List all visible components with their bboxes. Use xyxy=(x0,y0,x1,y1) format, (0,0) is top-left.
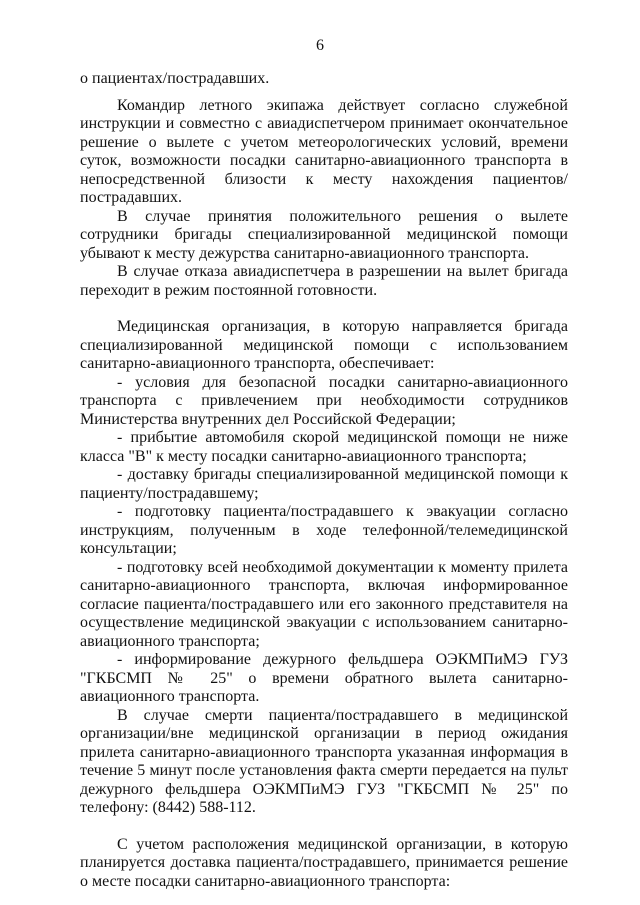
list-item-documentation: - подготовку всей необходимой документации к моменту прилета санитарно-авиационного транспорта, включая информированное согласие пациента/пострадавшего или его законного представителя на осуществление медицинской эвакуации с использованием санитарно-авиационного транспорта; xyxy=(80,558,568,650)
list-item-informing-paramedic: - информирование дежурного фельдшера ОЭКМПиМЭ ГУЗ "ГКБСМП № 25" о времени обратного вылета санитарно-авиационного транспорта. xyxy=(80,651,568,705)
spacer xyxy=(80,818,568,836)
paragraph-landing-decision: С учетом расположения медицинской организации, в которую планируется доставка пациента/пострадавшего, принимается решение о месте посадки санитарно-авиационного транспорта: xyxy=(80,835,568,890)
spacer xyxy=(80,300,568,318)
paragraph-refusal: В случае отказа авиадиспетчера в разрешении на вылет бригада переходит в режим постоянной готовности. xyxy=(80,263,568,299)
document-body xyxy=(80,70,568,891)
spacer xyxy=(80,89,568,97)
list-item-patient-preparation: - подготовку пациента/пострадавшего к эвакуации согласно инструкциям, полученным в ходе телефонной/телемедицинской консультации; xyxy=(80,503,568,557)
list-item-team-delivery: - доставку бригады специализированной медицинской помощи к пациенту/пострадавшему; xyxy=(80,466,568,502)
list-item-landing-conditions: - условия для безопасной посадки санитарно-авиационного транспорта с привлечением при необходимости сотрудников Министерства внутренних дел Российской Федерации; xyxy=(80,373,568,428)
paragraph-crew-commander: Командир летного экипажа действует согласно служебной инструкции и совместно с авиадиспетчером принимает окончательное решение о вылете с учетом метеорологических условий, времени суток, возможности посадки санитарно-авиационного транспорта в непосредственной близости к месту нахождения пациентов/пострадавших. xyxy=(80,96,568,206)
paragraph-positive-decision: В случае принятия положительного решения о вылете сотрудники бригады специализированной медицинской помощи убывают к месту дежурства санитарно-авиационного транспорта. xyxy=(80,207,568,262)
paragraph-medical-organization: Медицинская организация, в которую направляется бригада специализированной медицинской помощи с использованием санитарно-авиационного транспорта, обеспечивает: xyxy=(80,318,568,372)
paragraph-death-case: В случае смерти пациента/пострадавшего в медицинской организации/вне медицинской организации в период ожидания прилета санитарно-авиационного транспорта указанная информация в течение 5 минут после установления факта смерти передается на пульт дежурного фельдшера ОЭКМПиМЭ ГУЗ "ГКБСМП № 25" по телефону: (8442) 588-112. xyxy=(80,706,568,816)
page-number: 6 xyxy=(316,37,324,54)
list-item-ambulance-arrival: - прибытие автомобиля скорой медицинской помощи не ниже класса "В" к месту посадки санитарно-авиационного транспорта; xyxy=(80,429,568,465)
paragraph-continuation: о пациентах/пострадавших. xyxy=(80,70,270,87)
